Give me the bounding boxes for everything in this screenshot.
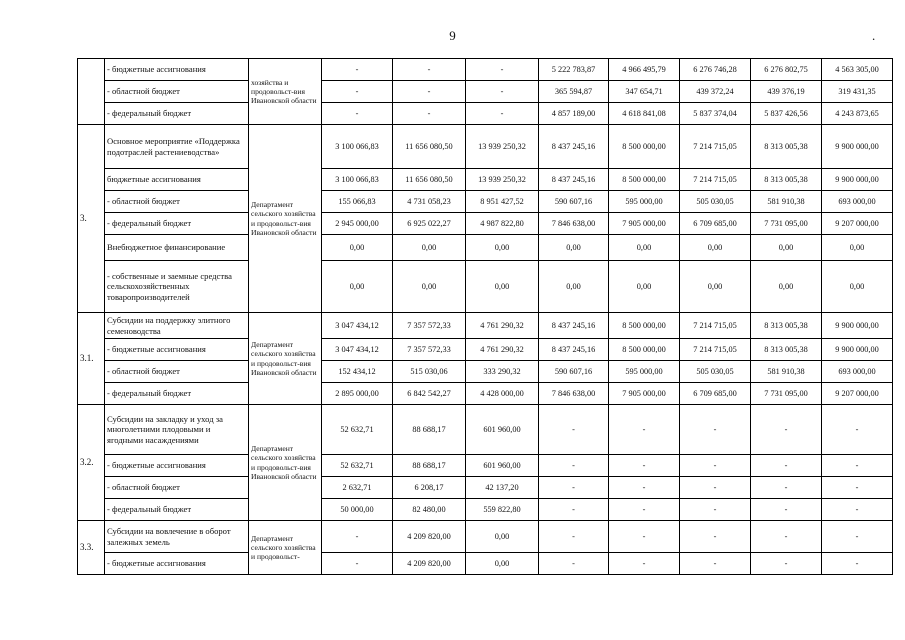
value-cell: 9 207 000,00: [822, 383, 893, 405]
value-cell: 7 905 000,00: [609, 213, 680, 235]
value-cell: 515 030,06: [393, 361, 466, 383]
row-name: - федеральный бюджет: [105, 383, 249, 405]
value-cell: 505 030,05: [680, 191, 751, 213]
value-cell: 13 939 250,32: [466, 169, 539, 191]
value-cell: -: [751, 455, 822, 477]
executor-cell: Департамент сельского хозяйства и продовольст-вия Ивановской области: [249, 125, 322, 313]
row-name: - бюджетные ассигнования: [105, 339, 249, 361]
table-row: [78, 383, 893, 405]
row-name: Субсидии на вовлечение в оборот залежных земель: [105, 521, 249, 553]
value-cell: -: [680, 499, 751, 521]
row-name: - областной бюджет: [105, 477, 249, 499]
value-cell: -: [751, 405, 822, 455]
value-cell: 9 900 000,00: [822, 125, 893, 169]
value-cell: 8 313 005,38: [751, 313, 822, 339]
value-cell: 7 731 095,00: [751, 383, 822, 405]
value-cell: -: [680, 405, 751, 455]
value-cell: 155 066,83: [322, 191, 393, 213]
value-cell: 3 047 434,12: [322, 339, 393, 361]
value-cell: -: [822, 521, 893, 553]
value-cell: 3 100 066,83: [322, 125, 393, 169]
value-cell: 601 960,00: [466, 405, 539, 455]
value-cell: -: [822, 499, 893, 521]
value-cell: -: [322, 59, 393, 81]
row-name: Субсидии на закладку и уход за многолетними плодовыми и ягодными насаждениями: [105, 405, 249, 455]
value-cell: -: [822, 477, 893, 499]
value-cell: -: [822, 553, 893, 575]
value-cell: 4 209 820,00: [393, 553, 466, 575]
value-cell: -: [609, 553, 680, 575]
value-cell: -: [539, 455, 609, 477]
executor-cell: Департамент сельского хозяйства и продовольст-вия Ивановской области: [249, 405, 322, 521]
value-cell: 52 632,71: [322, 455, 393, 477]
row-number: 3.3.: [78, 521, 105, 575]
table-row: [78, 339, 893, 361]
row-name: - федеральный бюджет: [105, 213, 249, 235]
value-cell: 7 846 638,00: [539, 383, 609, 405]
value-cell: 8 437 245,16: [539, 125, 609, 169]
value-cell: -: [609, 455, 680, 477]
value-cell: 88 688,17: [393, 455, 466, 477]
value-cell: 0,00: [751, 261, 822, 313]
executor-cell: Департамент сельского хозяйства и продовольст-вия Ивановской области: [249, 313, 322, 405]
value-cell: 9 900 000,00: [822, 339, 893, 361]
value-cell: 0,00: [466, 261, 539, 313]
funding-table: [77, 58, 893, 575]
value-cell: 5 837 374,04: [680, 103, 751, 125]
value-cell: -: [539, 499, 609, 521]
value-cell: -: [322, 553, 393, 575]
value-cell: 8 313 005,38: [751, 339, 822, 361]
value-cell: 3 047 434,12: [322, 313, 393, 339]
value-cell: -: [322, 103, 393, 125]
row-number: [78, 59, 105, 125]
table-row: [78, 81, 893, 103]
value-cell: 333 290,32: [466, 361, 539, 383]
row-name: - областной бюджет: [105, 361, 249, 383]
value-cell: 6 709 685,00: [680, 383, 751, 405]
value-cell: 11 656 080,50: [393, 125, 466, 169]
value-cell: 7 846 638,00: [539, 213, 609, 235]
table-row: [78, 477, 893, 499]
value-cell: -: [322, 81, 393, 103]
value-cell: 693 000,00: [822, 191, 893, 213]
value-cell: 4 731 058,23: [393, 191, 466, 213]
value-cell: -: [751, 477, 822, 499]
value-cell: 590 607,16: [539, 361, 609, 383]
row-name: - областной бюджет: [105, 191, 249, 213]
value-cell: -: [680, 455, 751, 477]
row-name: Основное мероприятие «Поддержка подотраслей растениеводства»: [105, 125, 249, 169]
value-cell: -: [822, 455, 893, 477]
value-cell: -: [466, 103, 539, 125]
value-cell: -: [680, 553, 751, 575]
row-name: - собственные и заемные средства сельскохозяйственных товаропроизводителей: [105, 261, 249, 313]
value-cell: 0,00: [466, 553, 539, 575]
value-cell: 365 594,87: [539, 81, 609, 103]
value-cell: -: [680, 521, 751, 553]
value-cell: -: [322, 521, 393, 553]
value-cell: 8 951 427,52: [466, 191, 539, 213]
table-row: [78, 59, 893, 81]
table-row: [78, 191, 893, 213]
value-cell: -: [751, 499, 822, 521]
value-cell: -: [751, 553, 822, 575]
value-cell: 8 437 245,16: [539, 169, 609, 191]
value-cell: 9 900 000,00: [822, 169, 893, 191]
table-row: [78, 235, 893, 261]
value-cell: 0,00: [539, 235, 609, 261]
value-cell: 9 207 000,00: [822, 213, 893, 235]
row-name: Субсидии на поддержку элитного семеноводства: [105, 313, 249, 339]
value-cell: 8 500 000,00: [609, 169, 680, 191]
value-cell: -: [539, 553, 609, 575]
value-cell: 2 632,71: [322, 477, 393, 499]
row-name: - бюджетные ассигнования: [105, 455, 249, 477]
row-number: 3.: [78, 125, 105, 313]
value-cell: 0,00: [680, 235, 751, 261]
value-cell: 7 357 572,33: [393, 339, 466, 361]
value-cell: 6 842 542,27: [393, 383, 466, 405]
value-cell: 4 966 495,79: [609, 59, 680, 81]
value-cell: -: [539, 405, 609, 455]
value-cell: 6 709 685,00: [680, 213, 751, 235]
row-name: - бюджетные ассигнования: [105, 553, 249, 575]
row-name: - бюджетные ассигнования: [105, 59, 249, 81]
table-row: [78, 455, 893, 477]
value-cell: 50 000,00: [322, 499, 393, 521]
value-cell: 82 480,00: [393, 499, 466, 521]
value-cell: 7 214 715,05: [680, 339, 751, 361]
value-cell: 42 137,20: [466, 477, 539, 499]
value-cell: 601 960,00: [466, 455, 539, 477]
table-row: [78, 169, 893, 191]
row-name: - федеральный бюджет: [105, 103, 249, 125]
value-cell: 0,00: [393, 261, 466, 313]
value-cell: 8 437 245,16: [539, 339, 609, 361]
row-number: 3.2.: [78, 405, 105, 521]
value-cell: 152 434,12: [322, 361, 393, 383]
value-cell: -: [609, 405, 680, 455]
value-cell: 4 857 189,00: [539, 103, 609, 125]
value-cell: 0,00: [393, 235, 466, 261]
value-cell: -: [466, 59, 539, 81]
value-cell: 7 214 715,05: [680, 313, 751, 339]
value-cell: 0,00: [322, 261, 393, 313]
table-row: [78, 553, 893, 575]
row-number: 3.1.: [78, 313, 105, 405]
value-cell: 7 731 095,00: [751, 213, 822, 235]
value-cell: 0,00: [466, 235, 539, 261]
table-row: [78, 405, 893, 455]
row-name: Внебюджетное финансирование: [105, 235, 249, 261]
row-name: - областной бюджет: [105, 81, 249, 103]
value-cell: 347 654,71: [609, 81, 680, 103]
value-cell: 6 276 802,75: [751, 59, 822, 81]
value-cell: -: [609, 477, 680, 499]
value-cell: 7 357 572,33: [393, 313, 466, 339]
value-cell: 4 987 822,80: [466, 213, 539, 235]
value-cell: 4 563 305,00: [822, 59, 893, 81]
value-cell: -: [393, 103, 466, 125]
value-cell: 4 243 873,65: [822, 103, 893, 125]
value-cell: 8 500 000,00: [609, 313, 680, 339]
value-cell: 88 688,17: [393, 405, 466, 455]
value-cell: 7 214 715,05: [680, 169, 751, 191]
value-cell: 595 000,00: [609, 361, 680, 383]
value-cell: 8 500 000,00: [609, 125, 680, 169]
value-cell: 4 761 290,32: [466, 313, 539, 339]
value-cell: -: [466, 81, 539, 103]
value-cell: 6 925 022,27: [393, 213, 466, 235]
row-name: - федеральный бюджет: [105, 499, 249, 521]
value-cell: 0,00: [822, 235, 893, 261]
value-cell: 0,00: [609, 261, 680, 313]
value-cell: 8 313 005,38: [751, 169, 822, 191]
value-cell: 319 431,35: [822, 81, 893, 103]
value-cell: 7 214 715,05: [680, 125, 751, 169]
value-cell: 0,00: [751, 235, 822, 261]
value-cell: 52 632,71: [322, 405, 393, 455]
value-cell: 0,00: [466, 521, 539, 553]
value-cell: 7 905 000,00: [609, 383, 680, 405]
value-cell: 8 437 245,16: [539, 313, 609, 339]
page-number: 9: [449, 28, 456, 43]
value-cell: 439 376,19: [751, 81, 822, 103]
corner-mark: .: [872, 28, 876, 43]
value-cell: 693 000,00: [822, 361, 893, 383]
value-cell: 581 910,38: [751, 191, 822, 213]
value-cell: -: [609, 499, 680, 521]
table-row: [78, 261, 893, 313]
executor-cell: хозяйства и продовольст-вия Ивановской области: [249, 59, 322, 125]
value-cell: 3 100 066,83: [322, 169, 393, 191]
value-cell: 590 607,16: [539, 191, 609, 213]
table-row: [78, 213, 893, 235]
value-cell: 559 822,80: [466, 499, 539, 521]
value-cell: 2 945 000,00: [322, 213, 393, 235]
table-row: [78, 103, 893, 125]
row-name: бюджетные ассигнования: [105, 169, 249, 191]
executor-cell: Департамент сельского хозяйства и продовольст-: [249, 521, 322, 575]
value-cell: 13 939 250,32: [466, 125, 539, 169]
value-cell: -: [393, 59, 466, 81]
value-cell: 0,00: [822, 261, 893, 313]
value-cell: 0,00: [322, 235, 393, 261]
value-cell: 4 209 820,00: [393, 521, 466, 553]
value-cell: 0,00: [609, 235, 680, 261]
value-cell: 6 208,17: [393, 477, 466, 499]
value-cell: 0,00: [680, 261, 751, 313]
value-cell: -: [539, 521, 609, 553]
table-row: [78, 499, 893, 521]
value-cell: 11 656 080,50: [393, 169, 466, 191]
value-cell: 5 222 783,87: [539, 59, 609, 81]
value-cell: 0,00: [539, 261, 609, 313]
value-cell: -: [751, 521, 822, 553]
value-cell: 581 910,38: [751, 361, 822, 383]
value-cell: 439 372,24: [680, 81, 751, 103]
value-cell: 9 900 000,00: [822, 313, 893, 339]
value-cell: 595 000,00: [609, 191, 680, 213]
value-cell: -: [609, 521, 680, 553]
value-cell: 505 030,05: [680, 361, 751, 383]
value-cell: -: [539, 477, 609, 499]
value-cell: 5 837 426,56: [751, 103, 822, 125]
table-row: [78, 313, 893, 339]
value-cell: 4 761 290,32: [466, 339, 539, 361]
value-cell: 8 500 000,00: [609, 339, 680, 361]
value-cell: -: [393, 81, 466, 103]
value-cell: -: [680, 477, 751, 499]
value-cell: 8 313 005,38: [751, 125, 822, 169]
value-cell: -: [822, 405, 893, 455]
value-cell: 2 895 000,00: [322, 383, 393, 405]
value-cell: 4 428 000,00: [466, 383, 539, 405]
table-row: [78, 521, 893, 553]
value-cell: 4 618 841,08: [609, 103, 680, 125]
value-cell: 6 276 746,28: [680, 59, 751, 81]
table-row: [78, 125, 893, 169]
table-row: [78, 361, 893, 383]
